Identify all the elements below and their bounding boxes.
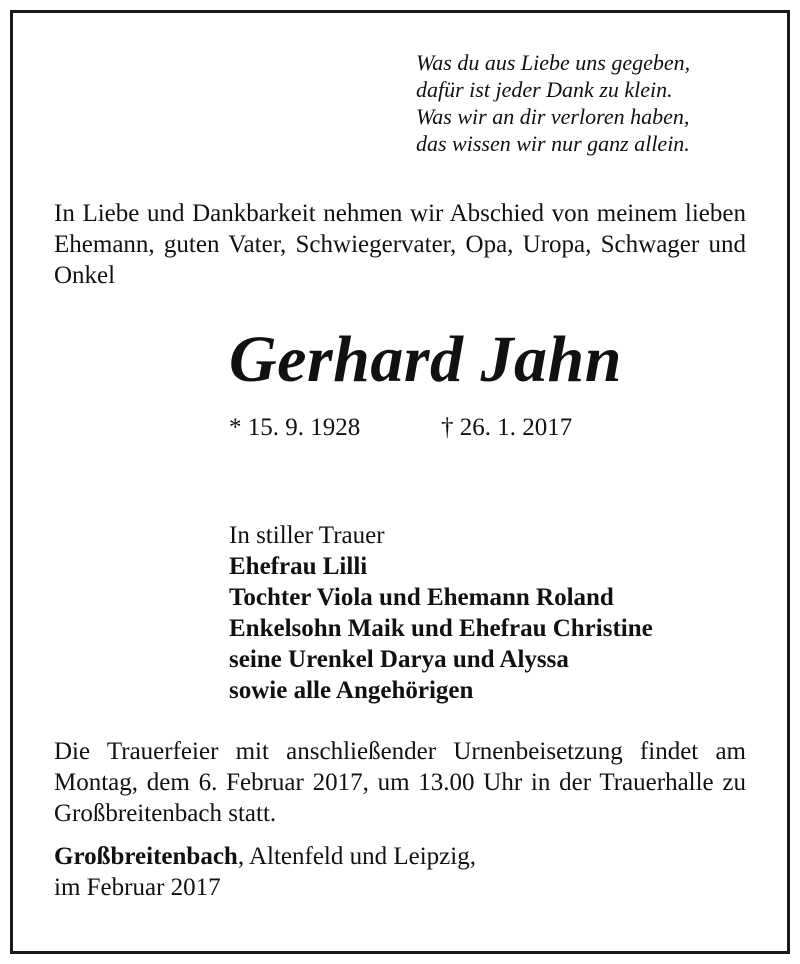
place-rest: , Altenfeld und Leipzig, [237, 843, 476, 870]
place-line [54, 841, 476, 872]
mourner-line: Ehefrau Lilli [229, 553, 368, 580]
mourner-line: sowie alle Angehörigen [229, 677, 474, 704]
poem-line: Was wir an dir verloren haben, [416, 104, 690, 129]
place-town: Großbreitenbach [54, 843, 238, 870]
deceased-name: Gerhard Jahn [229, 323, 622, 396]
notice-date: im Februar 2017 [54, 874, 221, 901]
mourners-block [229, 520, 653, 706]
mourner-line: Enkelsohn Maik und Ehefrau Christine [229, 615, 653, 642]
mourner-line: Tochter Viola und Ehemann Roland [229, 584, 614, 611]
poem-line: dafür ist jeder Dank zu klein. [416, 77, 673, 102]
mourners-lead: In stiller Trauer [229, 522, 385, 549]
intro-text: In Liebe und Dankbarkeit nehmen wir Abschied von meinem lieben Ehemann, guten Vater, Schwiegervater, Opa, Uropa, Schwager und Onkel [54, 200, 746, 289]
death-date: † 26. 1. 2017 [441, 414, 573, 441]
life-dates [229, 412, 573, 443]
mourner-line: seine Urenkel Darya und Alyssa [229, 646, 569, 673]
ceremony-text: Die Trauerfeier mit anschließender Urnenbeisetzung findet am Montag, dem 6. Februar 2017, um 13.00 Uhr in der Trauerhalle zu Großbreitenbach statt. [54, 738, 746, 827]
poem-line: das wissen wir nur ganz allein. [416, 131, 690, 156]
birth-date: * 15. 9. 1928 [229, 414, 361, 441]
poem [416, 49, 690, 157]
place-date [54, 841, 476, 903]
poem-line: Was du aus Liebe uns gegeben, [416, 50, 691, 75]
